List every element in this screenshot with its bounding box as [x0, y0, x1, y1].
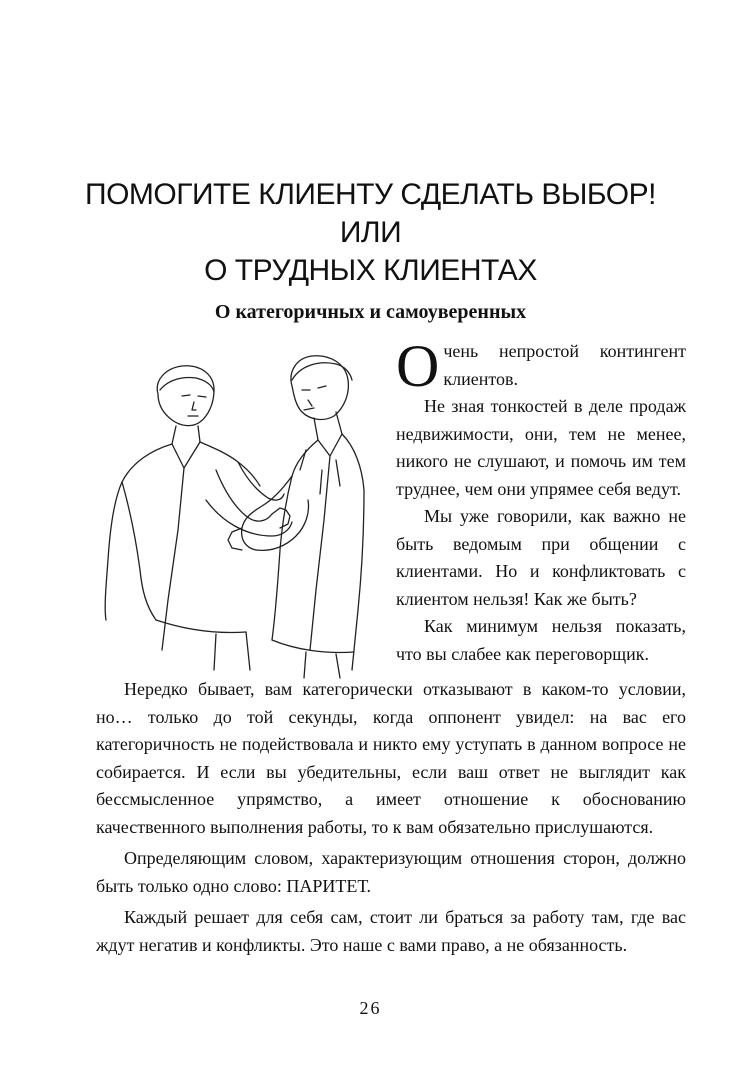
- section-subtitle: О категоричных и самоуверенных: [214, 301, 527, 323]
- two-men-sketch-illustration: [96, 350, 366, 680]
- paragraph-5: Нередко бывает, вам категорически отказывают в каком-то условии, но… только до той секунды, когда оппонент увидел: на вас его категоричность не подействовала и никто ему уступать в данном вопросе не собирается. И если вы убедительны, если ваш ответ не выглядит как бессмысленное упрямство, а имеет отношение к обоснованию качественного выполнения работы, то к вам обязательно прислушаются.: [96, 679, 686, 837]
- paragraph-4: Как минимум нельзя показать, что вы слабее как переговорщик.: [396, 616, 686, 664]
- paragraph-7: Каждый решает для себя сам, стоит ли браться за работу там, где вас ждут негатив и конфликты. Это наше с вами право, а не обязанность.: [96, 907, 686, 955]
- drop-cap: О: [396, 333, 440, 399]
- paragraph-1: [396, 333, 686, 399]
- main-text-column: [96, 676, 686, 963]
- chapter-title: [0, 176, 741, 290]
- paragraph-2: Не зная тонкостей в деле продаж недвижимости, они, тем не менее, никого не слушают, и помочь им тем труднее, чем они упрямее себя ведут.: [396, 396, 686, 499]
- paragraph-1-text: чень непростой контингент клиентов.: [443, 341, 686, 389]
- side-text-column: [396, 333, 686, 668]
- chapter-title-line-2: ИЛИ: [339, 216, 402, 249]
- page-number: 26: [359, 998, 382, 1018]
- paragraph-6: Определяющим словом, характеризующим отношения сторон, должно быть только одно слово: ПАРИТЕТ.: [96, 848, 686, 896]
- chapter-title-line-1: ПОМОГИТЕ КЛИЕНТУ СДЕЛАТЬ ВЫБОР!: [85, 178, 656, 211]
- paragraph-3: Мы уже говорили, как важно не быть ведомым при общении с клиентами. Но и конфликтовать с клиентом нельзя! Как же быть?: [396, 506, 686, 609]
- chapter-title-line-3: О ТРУДНЫХ КЛИЕНТАХ: [204, 254, 537, 287]
